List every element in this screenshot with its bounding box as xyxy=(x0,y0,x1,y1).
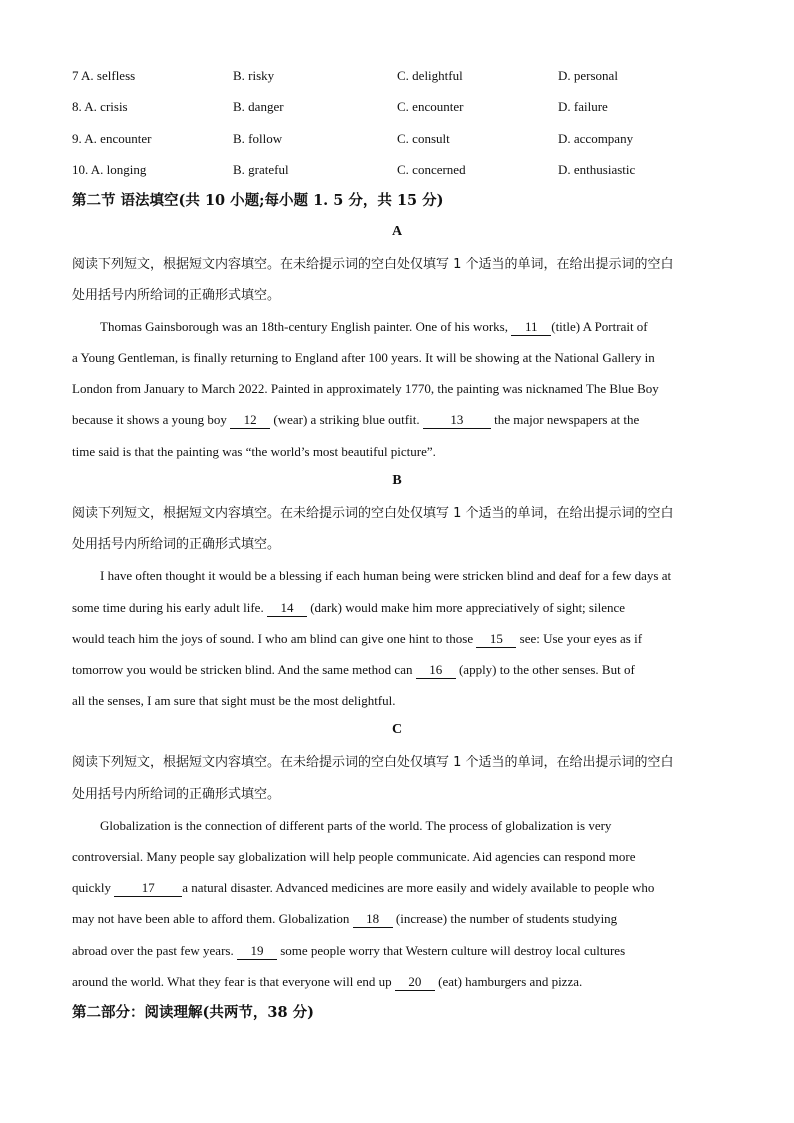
answer-blank-18[interactable]: 18 xyxy=(353,911,393,928)
section-title: 第二节 语法填空(共 10 小题;每小题 1. 5 分，共 15 分) xyxy=(72,192,444,209)
passage-line: all the senses, I am sure that sight must be the most delightful. xyxy=(72,693,396,708)
passage-line: time said is that the painting was “the world’s most beautiful picture”. xyxy=(72,444,436,459)
instruction-line-1: 阅读下列短文，根据短文内容填空。在未给提示词的空白处仅填写 1 个适当的单词，在给出提示词的空白 xyxy=(72,506,674,521)
instruction-line-2: 处用括号内所给词的正确形式填空。 xyxy=(72,537,281,552)
option-b: B. grateful xyxy=(233,162,289,177)
passage-line: controversial. Many people say globalization will help people communicate. Aid agencies can respond more xyxy=(72,849,636,864)
answer-blank-20[interactable]: 20 xyxy=(395,974,435,991)
option-b: B. risky xyxy=(233,68,275,83)
instruction-line-1: 阅读下列短文，根据短文内容填空。在未给提示词的空白处仅填写 1 个适当的单词，在给出提示词的空白 xyxy=(72,755,674,770)
option-b: B. follow xyxy=(233,131,283,146)
option-d: D. failure xyxy=(558,99,608,114)
passage-line: some time during his early adult life. 14 (dark) would make him more appreciatively of sight; silence xyxy=(72,600,626,615)
passage-b-label: B xyxy=(392,473,402,488)
answer-blank-12[interactable]: 12 xyxy=(230,412,270,429)
option-a: 9. A. encounter xyxy=(72,131,152,146)
answer-blank-17[interactable]: 17 xyxy=(114,880,182,897)
passage-line: around the world. What they fear is that everyone will end up 20 (eat) hamburgers and pizza. xyxy=(72,974,583,989)
part-title: 第二部分：阅读理解(共两节，38 分) xyxy=(72,1004,314,1021)
instruction-line-2: 处用括号内所给词的正确形式填空。 xyxy=(72,787,281,802)
option-a: 8. A. crisis xyxy=(72,99,128,114)
passage-c-label: C xyxy=(391,722,403,737)
option-c: C. concerned xyxy=(397,162,466,177)
answer-blank-13[interactable]: 13 xyxy=(423,412,491,429)
passage-line: a Young Gentleman, is finally returning to England after 100 years. It will be showing at the National Gallery in xyxy=(72,350,655,365)
passage-line: tomorrow you would be stricken blind. And the same method can 16 (apply) to the other senses. But of xyxy=(72,662,635,677)
option-c: C. delightful xyxy=(397,68,463,83)
option-row-9 xyxy=(72,131,732,151)
option-a: 7 A. selfless xyxy=(72,68,136,83)
passage-line: may not have been able to afford them. Globalization 18 (increase) the number of students studying xyxy=(72,911,618,926)
option-b: B. danger xyxy=(233,99,284,114)
option-row-7 xyxy=(72,68,732,88)
passage-line: because it shows a young boy 12 (wear) a striking blue outfit. 13 the major newspapers at the xyxy=(72,412,640,427)
instruction-line-2: 处用括号内所给词的正确形式填空。 xyxy=(72,288,281,303)
option-row-8 xyxy=(72,99,732,119)
answer-blank-16[interactable]: 16 xyxy=(416,662,456,679)
passage-line: I have often thought it would be a blessing if each human being were stricken blind and deaf for a few days at xyxy=(100,568,672,583)
passage-line: quickly 17 a natural disaster. Advanced medicines are more easily and widely available to people who xyxy=(72,880,655,895)
passage-line: Globalization is the connection of different parts of the world. The process of globalization is very xyxy=(100,818,612,833)
passage-line: would teach him the joys of sound. I who am blind can give one hint to those 15 see: Use your eyes as if xyxy=(72,631,643,646)
option-a: 10. A. longing xyxy=(72,162,147,177)
passage-line: Thomas Gainsborough was an 18th-century English painter. One of his works, 11 (title) A Portrait of xyxy=(100,319,648,334)
answer-blank-19[interactable]: 19 xyxy=(237,943,277,960)
option-d: D. enthusiastic xyxy=(558,162,636,177)
passage-line: London from January to March 2022. Painted in approximately 1770, the painting was nicknamed The Blue Boy xyxy=(72,381,659,396)
option-c: C. encounter xyxy=(397,99,464,114)
answer-blank-11[interactable]: 11 xyxy=(511,319,551,336)
instruction-line-1: 阅读下列短文，根据短文内容填空。在未给提示词的空白处仅填写 1 个适当的单词，在给出提示词的空白 xyxy=(72,257,674,272)
option-d: D. personal xyxy=(558,68,618,83)
option-row-10 xyxy=(72,162,732,182)
passage-a-label: A xyxy=(391,224,403,239)
option-c: C. consult xyxy=(397,131,450,146)
answer-blank-15[interactable]: 15 xyxy=(476,631,516,648)
option-d: D. accompany xyxy=(558,131,634,146)
answer-blank-14[interactable]: 14 xyxy=(267,600,307,617)
passage-line: abroad over the past few years. 19 some people worry that Western culture will destroy local cultures xyxy=(72,943,626,958)
